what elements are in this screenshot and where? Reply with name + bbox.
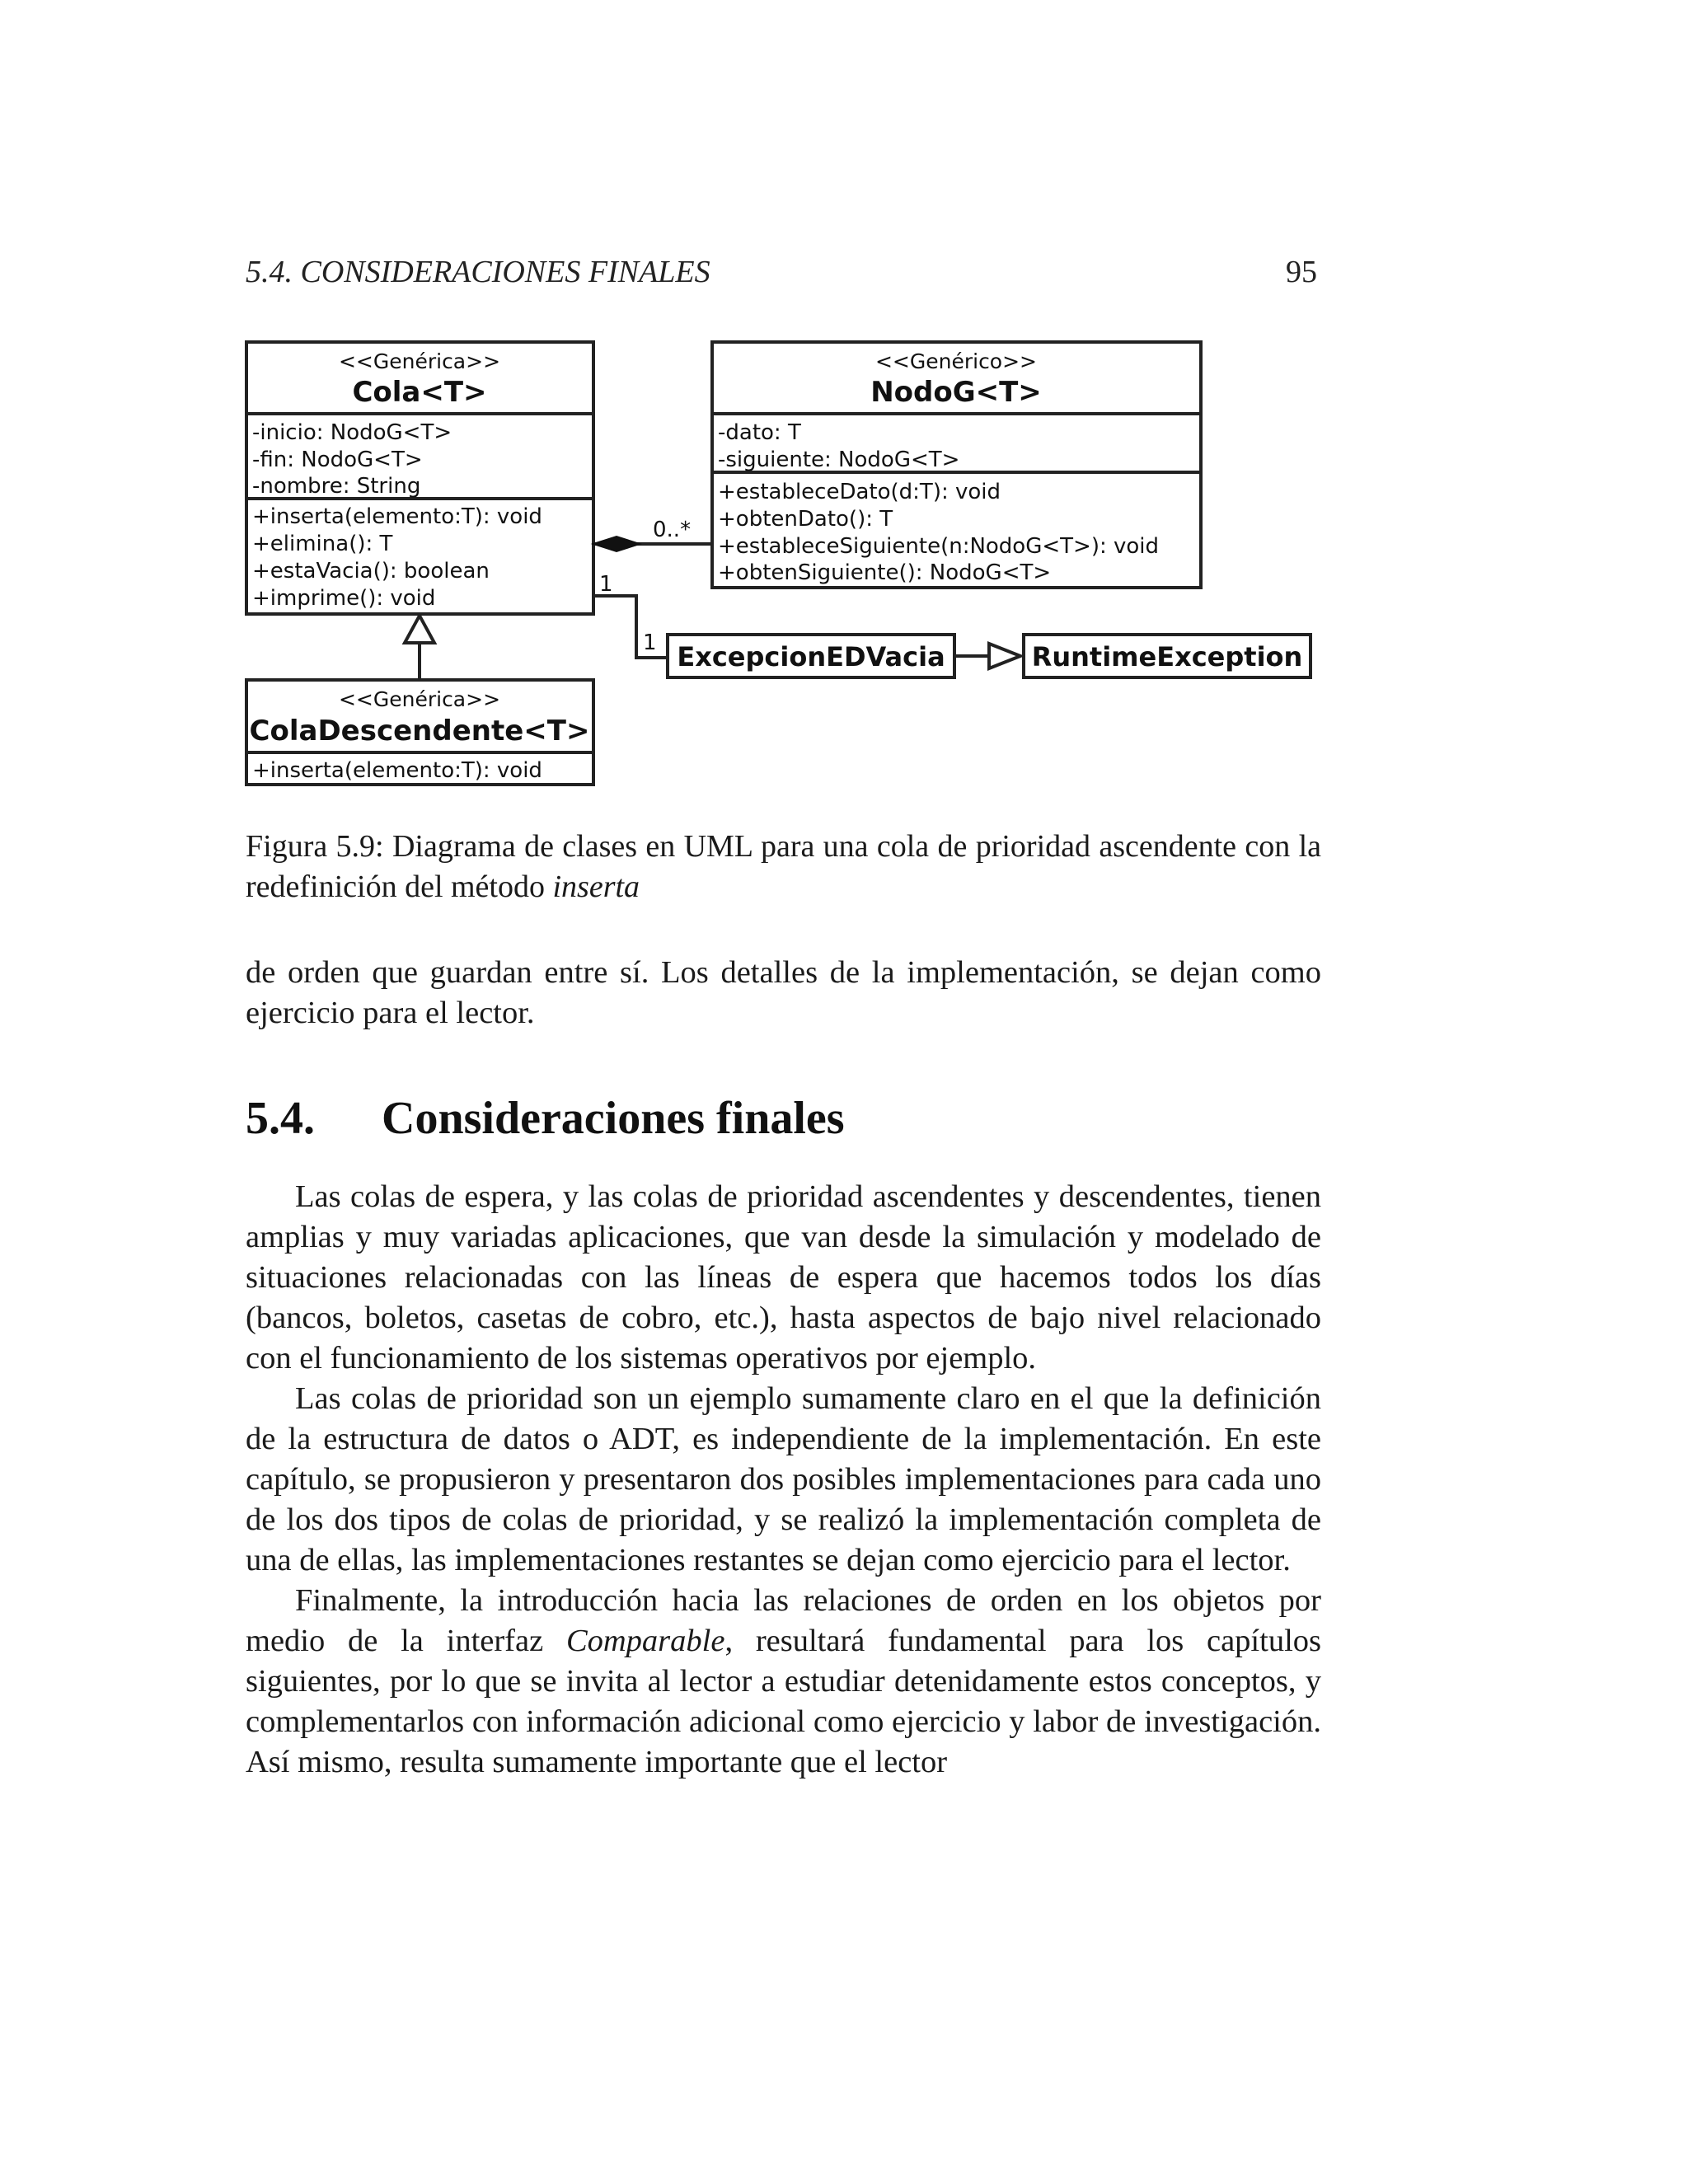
nodog-method-establecesiguiente: +estableceSiguiente(n:NodoG<T>): void bbox=[718, 534, 1160, 559]
cola-attr-inicio: -inicio: NodoG<T> bbox=[252, 420, 452, 445]
section-heading bbox=[246, 1092, 1321, 1145]
cola-attr-nombre: -nombre: String bbox=[252, 474, 421, 499]
nodog-method-obtensiguiente: +obtenSiguiente(): NodoG<T> bbox=[718, 560, 1052, 585]
page-number: 95 bbox=[1286, 255, 1317, 289]
cola-attr-fin: -fin: NodoG<T> bbox=[252, 448, 423, 472]
nodog-class-name: NodoG<T> bbox=[870, 376, 1042, 409]
caption-text: Figura 5.9: Diagrama de clases en UML para una cola de prioridad ascendente con la redefinición del método bbox=[246, 829, 1321, 904]
uml-class-diagram bbox=[231, 326, 1335, 804]
figure-caption bbox=[246, 827, 1321, 907]
section-number: 5.4. bbox=[246, 1093, 315, 1144]
cola-method-imprime: +imprime(): void bbox=[252, 586, 436, 611]
caption-italic: inserta bbox=[552, 869, 640, 904]
composition-diamond bbox=[593, 537, 640, 551]
generalization-arrow-runtime bbox=[989, 644, 1020, 668]
cola-method-inserta: +inserta(elemento:T): void bbox=[252, 504, 542, 529]
paragraph-3-start: Finalmente, la introducción hacia las relaciones de orden en los objetos por medio de la interfaz bbox=[246, 1583, 1321, 1658]
header-section-title: 5.4. CONSIDERACIONES FINALES bbox=[246, 255, 710, 289]
body-text bbox=[246, 1177, 1321, 1783]
runtime-class-name: RuntimeException bbox=[1031, 641, 1303, 673]
nodog-attr-siguiente: -siguiente: NodoG<T> bbox=[718, 448, 960, 472]
multiplicity-one-a: 1 bbox=[599, 572, 613, 597]
excepcion-class-name: ExcepcionEDVacia bbox=[677, 641, 945, 673]
coladesc-stereotype: <<Genérica>> bbox=[338, 687, 501, 711]
paragraph-3-end: , resultará fundamental para los capítulos siguientes, por lo que se invita al lector a estudiar detenidamente estos conceptos, y complementarlos con información adicional como ejercicio y labor de investigación. Así mismo, resulta sumamente importante que el lector bbox=[246, 1624, 1322, 1779]
nodog-attr-dato: -dato: T bbox=[718, 420, 801, 445]
running-header bbox=[246, 254, 1317, 300]
nodog-method-obtendato: +obtenDato(): T bbox=[718, 507, 893, 532]
paragraph-1: Las colas de espera, y las colas de prioridad ascendentes y descendentes, tienen amplias y muy variadas aplicaciones, que van desde la simulación y modelado de situaciones relacionadas con las líneas de espera que hacemos todos los días (bancos, boletos, casetas de cobro, etc.), hasta aspectos de bajo nivel relacionado con el funcionamiento de los sistemas operativos por ejemplo. bbox=[246, 1179, 1321, 1376]
generalization-arrow-cola bbox=[405, 616, 434, 643]
intro-paragraph: de orden que guardan entre sí. Los detalles de la implementación, se dejan como ejercicio para el lector. bbox=[246, 955, 1321, 1030]
intro-paragraph-block bbox=[246, 953, 1321, 1033]
nodog-method-establecedato: +estableceDato(d:T): void bbox=[718, 480, 1001, 504]
multiplicity-many: 0..* bbox=[653, 518, 692, 542]
multiplicity-one-b: 1 bbox=[643, 630, 657, 655]
cola-method-elimina: +elimina(): T bbox=[252, 532, 393, 556]
section-title: Consideraciones finales bbox=[382, 1093, 845, 1144]
cola-method-estavacia: +estaVacia(): boolean bbox=[252, 559, 490, 583]
coladesc-class-name: ColaDescendente<T> bbox=[249, 715, 590, 748]
nodog-stereotype: <<Genérico>> bbox=[874, 349, 1038, 373]
paragraph-2: Las colas de prioridad son un ejemplo sumamente claro en el que la definición de la estructura de datos o ADT, es independiente de la implementación. En este capítulo, se propusieron y presentaron dos posibles implementaciones para cada uno de los dos tipos de colas de prioridad, y se realizó la implementación completa de una de ellas, las implementaciones restantes se dejan como ejercicio para el lector. bbox=[246, 1381, 1321, 1577]
coladesc-method-inserta: +inserta(elemento:T): void bbox=[252, 758, 542, 783]
paragraph-3 bbox=[246, 1581, 1321, 1783]
paragraph-3-italic: Comparable bbox=[565, 1624, 725, 1658]
cola-class-name: Cola<T> bbox=[352, 376, 487, 409]
cola-stereotype: <<Genérica>> bbox=[338, 349, 501, 373]
